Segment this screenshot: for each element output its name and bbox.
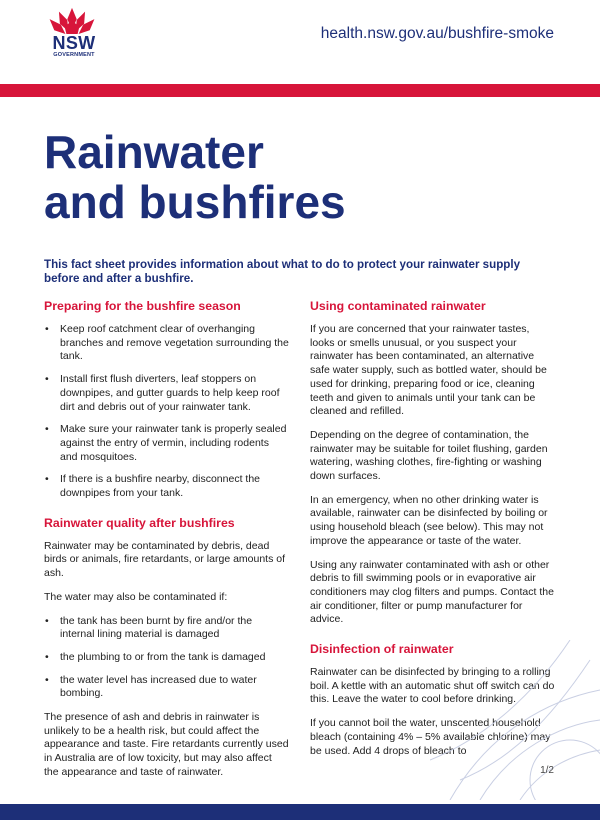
paragraph: Using any rainwater contaminated with ash or other debris to fill swimming pools or in evaporative air conditioners may clog filters and pumps. Contact the air conditioner, filter or pump manufacturer for advice. (310, 558, 554, 626)
list-item: • Keep roof catchment clear of overhanging branches and remove vegetation surrounding the tank. (44, 323, 289, 364)
website-link[interactable]: health.nsw.gov.au/bushfire-smoke (320, 25, 554, 42)
page-title (44, 127, 346, 227)
list-item: • the tank has been burnt by fire and/or the internal lining material is damaged (44, 615, 289, 642)
paragraph: The water may also be contaminated if: (44, 590, 228, 603)
footer-bar (0, 804, 600, 820)
paragraph: The presence of ash and debris in rainwater is unlikely to be a health risk, but could affect the appearance and taste. Fire retardants currently used in Australia are of low toxicity, but may also affect the appearance and taste of rainwater. (44, 711, 289, 778)
decorative-watermark-icon (430, 640, 600, 800)
logo-government-text: GOVERNMENT (53, 52, 95, 58)
section-heading-quality: Rainwater quality after bushfires (44, 515, 235, 530)
paragraph: Depending on the degree of contamination, the rainwater may be suitable for toilet flushing, garden watering, washing clothes, fire-fighting or washing down surfaces. (310, 428, 548, 483)
paragraph: If you cannot boil the water, unscented household bleach (containing 4% – 5% available chlorine) may be used. Add 4 drops of bleach to (310, 717, 551, 757)
list-item: • If there is a bushfire nearby, disconnect the downpipes from your tank. (44, 473, 289, 500)
section-heading-disinfection: Disinfection of rainwater (310, 642, 454, 657)
contamination-list (44, 615, 289, 702)
list-item: • Install first flush diverters, leaf stoppers on downpipes, and gutter guards to help keep roof dirt and debris out of your rainwater tank. (44, 373, 289, 414)
page-number: 1/2 (540, 765, 554, 776)
preparing-list (44, 323, 289, 501)
nsw-government-logo (44, 34, 104, 59)
list-item: • Make sure your rainwater tank is properly sealed against the entry of vermin, including rodents and mosquitoes. (44, 423, 289, 464)
title-line-1: Rainwater (44, 126, 264, 178)
intro-text: This fact sheet provides information about what to do to protect your rainwater supply before and after a bushfire. (44, 258, 521, 285)
title-line-2: and bushfires (44, 176, 346, 228)
section-heading-using: Using contaminated rainwater (310, 299, 486, 313)
paragraph: Rainwater may be contaminated by debris, dead birds or animals, fire retardants, or large amounts of ash. (44, 539, 286, 580)
list-item: • the water level has increased due to water bombing. (44, 674, 289, 701)
header-divider (0, 84, 600, 97)
paragraph: Rainwater can be disinfected by bringing to a rolling boil. A kettle with an automatic shut off switch can do this. Leave the water to cool before drinking. (310, 666, 555, 706)
paragraph: If you are concerned that your rainwater tastes, looks or smells unusual, or you suspect your rainwater has been contaminated, an alternative safe water supply, such as bottled water, should be used for drinking, preparing food or ice, cleaning teeth and given to animals until your tank can be cleaned and refilled. (310, 323, 547, 418)
paragraph: In an emergency, when no other drinking water is available, rainwater can be disinfected by boiling or using household bleach (see below). This may not improve the appearance or taste of the water. (310, 493, 548, 547)
list-item: • the plumbing to or from the tank is damaged (44, 651, 289, 665)
section-heading-preparing: Preparing for the bushfire season (44, 299, 241, 313)
left-column (44, 298, 289, 790)
logo-nsw-text: NSW (52, 33, 96, 53)
